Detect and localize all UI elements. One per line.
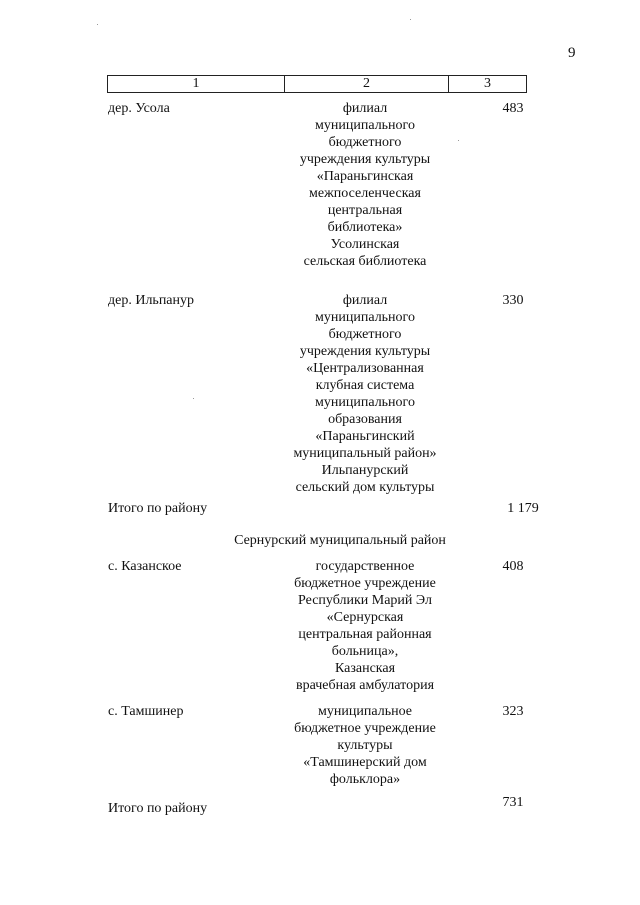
scan-speck — [97, 24, 98, 25]
section-heading: Сернурский муниципальный район — [234, 533, 446, 548]
value-cell: 483 — [502, 101, 524, 116]
table-header-col-2: 2 — [285, 76, 449, 92]
locality-cell: с. Казанское — [108, 559, 182, 574]
total-value: 731 — [502, 795, 524, 810]
scan-speck — [193, 398, 194, 399]
locality-cell: дер. Усола — [108, 101, 170, 116]
locality-cell: дер. Ильпанур — [108, 293, 195, 308]
institution-cell: государственное бюджетное учреждение Республики Марий Эл «Сернурская центральная районная больница», Казанская врачебная амбулатория — [294, 559, 436, 693]
locality-cell: с. Тамшинер — [108, 704, 184, 719]
scan-speck — [410, 19, 411, 20]
table-header — [107, 75, 527, 93]
table-header-col-3: 3 — [484, 76, 491, 91]
page-number: 9 — [568, 45, 576, 61]
total-label: Итого по району — [108, 801, 208, 816]
value-cell: 408 — [502, 559, 524, 574]
value-cell: 323 — [502, 704, 524, 719]
total-value: 1 179 — [507, 501, 539, 516]
institution-cell: филиал муниципального бюджетного учреждения культуры «Централизованная клубная система муниципального образования «Параньгинский муниципальный район» Ильпанурский сельский дом культуры — [293, 293, 437, 495]
institution-cell: филиал муниципального бюджетного учреждения культуры «Параньгинская межпоселенческая центральная библиотека» Усолинская сельская библиотека — [299, 101, 431, 269]
total-label: Итого по району — [108, 501, 208, 516]
table-header-col-1: 1 — [108, 76, 285, 92]
value-cell: 330 — [502, 293, 524, 308]
institution-cell: муниципальное бюджетное учреждение культуры «Тамшинерский дом фольклора» — [294, 704, 436, 787]
scan-speck — [458, 140, 459, 141]
